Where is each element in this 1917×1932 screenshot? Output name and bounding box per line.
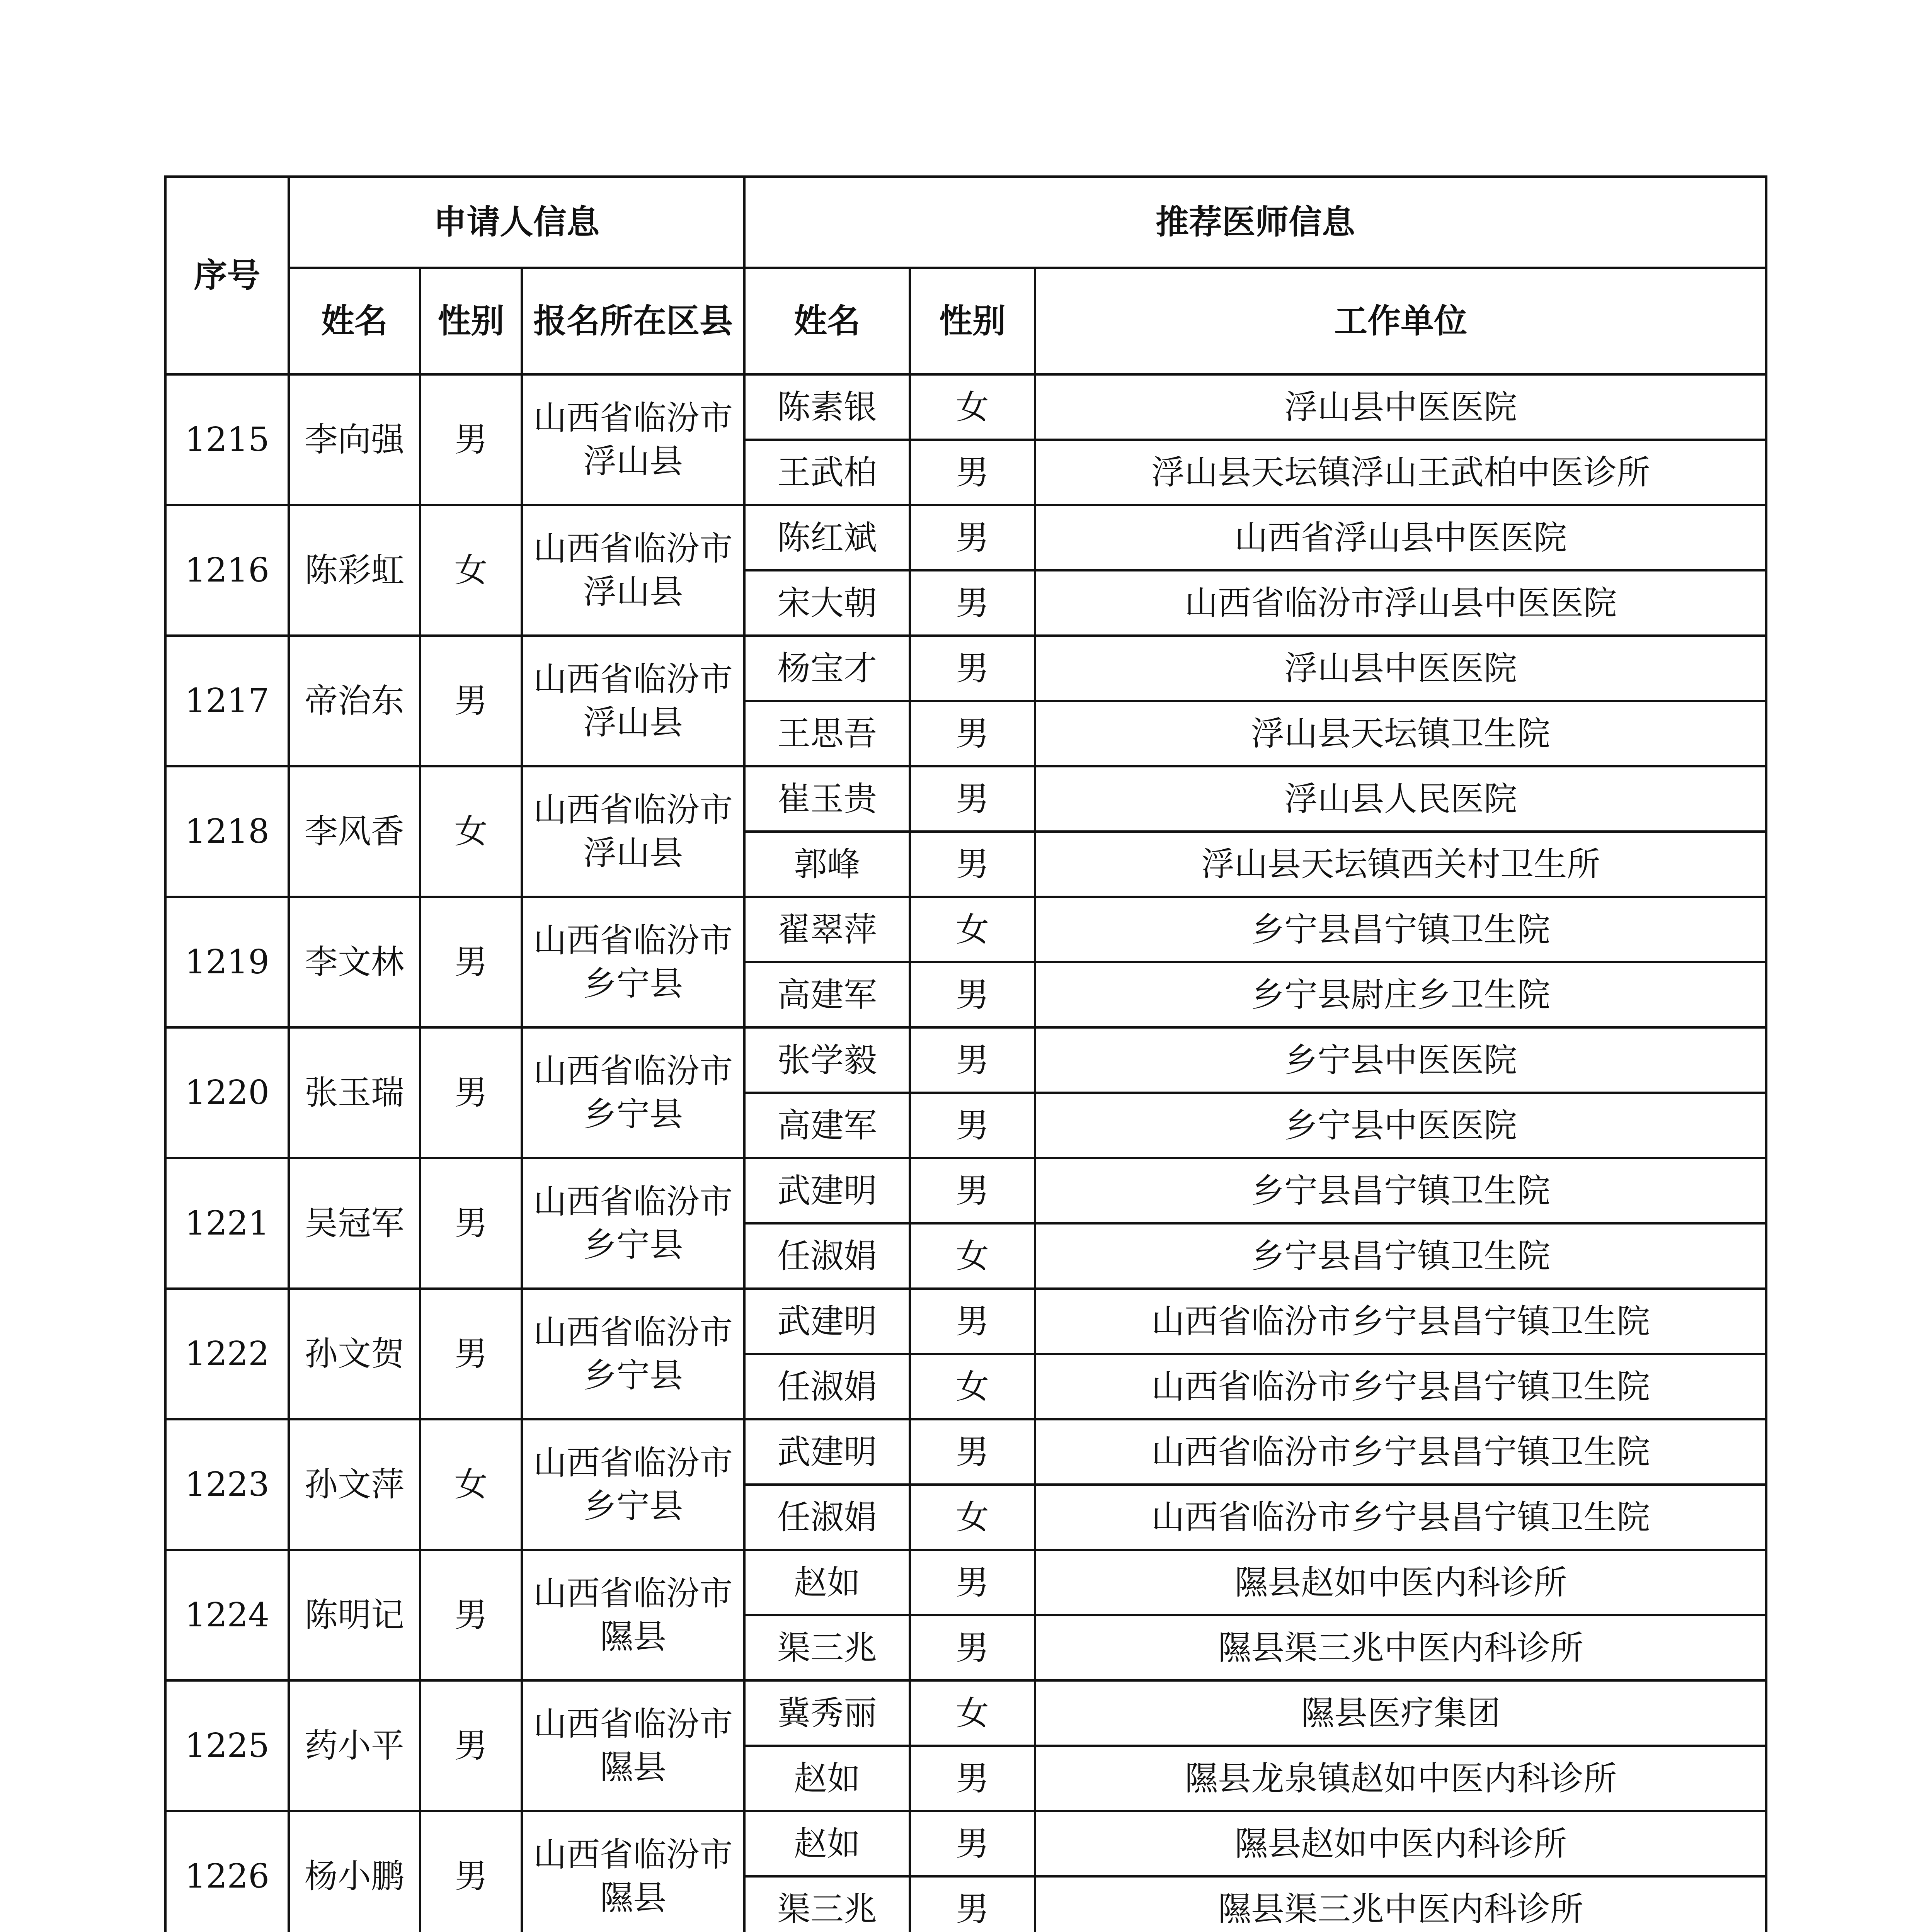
seq-cell: 1226 [165, 1811, 289, 1932]
seq-cell: 1224 [165, 1550, 289, 1680]
doctor-gender-cell: 男 [910, 1811, 1035, 1876]
doctor-workplace-cell: 山西省临汾市乡宁县昌宁镇卫生院 [1035, 1289, 1766, 1354]
applicant-district-cell: 山西省临汾市隰县 [522, 1680, 744, 1811]
table-row [165, 505, 1766, 570]
doctor-workplace-cell: 山西省浮山县中医医院 [1035, 505, 1766, 570]
seq-cell: 1225 [165, 1680, 289, 1811]
doctor-gender-cell: 男 [910, 1550, 1035, 1615]
doctor-gender-cell: 男 [910, 1876, 1035, 1932]
doctor-name-cell: 郭峰 [744, 832, 910, 897]
applicant-name-cell: 杨小鹏 [289, 1811, 420, 1932]
table-row [165, 1550, 1766, 1615]
applicant-gender-cell: 男 [420, 1158, 522, 1289]
doctor-name-cell: 冀秀丽 [744, 1680, 910, 1746]
doctor-workplace-cell: 浮山县中医医院 [1035, 374, 1766, 440]
applicant-gender-cell: 女 [420, 1419, 522, 1550]
doctor-name-cell: 陈红斌 [744, 505, 910, 570]
doctor-workplace-cell: 山西省临汾市乡宁县昌宁镇卫生院 [1035, 1485, 1766, 1550]
applicant-district-cell: 山西省临汾市乡宁县 [522, 1419, 744, 1550]
header-doctor-workplace: 工作单位 [1035, 268, 1766, 374]
doctor-gender-cell: 男 [910, 1093, 1035, 1158]
table-row [165, 1158, 1766, 1223]
doctor-name-cell: 武建明 [744, 1158, 910, 1223]
header-applicant-name: 姓名 [289, 268, 420, 374]
applicant-district-cell: 山西省临汾市乡宁县 [522, 1158, 744, 1289]
table-row [165, 636, 1766, 701]
table-row [165, 1027, 1766, 1093]
applicant-district-cell: 山西省临汾市隰县 [522, 1811, 744, 1932]
table-row [165, 897, 1766, 962]
applicant-district-cell: 山西省临汾市乡宁县 [522, 897, 744, 1027]
applicant-name-cell: 李风香 [289, 766, 420, 897]
doctor-workplace-cell: 浮山县人民医院 [1035, 766, 1766, 832]
doctor-gender-cell: 男 [910, 766, 1035, 832]
applicant-name-cell: 孙文萍 [289, 1419, 420, 1550]
doctor-workplace-cell: 隰县渠三兆中医内科诊所 [1035, 1876, 1766, 1932]
applicant-name-cell: 吴冠军 [289, 1158, 420, 1289]
applicant-district-cell: 山西省临汾市乡宁县 [522, 1289, 744, 1419]
table-body [165, 374, 1766, 1932]
header-applicant-district: 报名所在区县 [522, 268, 744, 374]
applicant-district-cell: 山西省临汾市隰县 [522, 1550, 744, 1680]
doctor-gender-cell: 男 [910, 832, 1035, 897]
doctor-workplace-cell: 山西省临汾市乡宁县昌宁镇卫生院 [1035, 1419, 1766, 1485]
doctor-workplace-cell: 隰县赵如中医内科诊所 [1035, 1811, 1766, 1876]
doctor-workplace-cell: 乡宁县昌宁镇卫生院 [1035, 1158, 1766, 1223]
doctor-name-cell: 杨宝才 [744, 636, 910, 701]
doctor-workplace-cell: 山西省临汾市乡宁县昌宁镇卫生院 [1035, 1354, 1766, 1419]
doctor-name-cell: 张学毅 [744, 1027, 910, 1093]
table-row [165, 1289, 1766, 1354]
applicant-name-cell: 李向强 [289, 374, 420, 505]
doctor-name-cell: 高建军 [744, 962, 910, 1027]
doctor-name-cell: 翟翠萍 [744, 897, 910, 962]
applicant-district-cell: 山西省临汾市浮山县 [522, 636, 744, 766]
applicant-gender-cell: 男 [420, 636, 522, 766]
table-row [165, 374, 1766, 440]
doctor-name-cell: 赵如 [744, 1746, 910, 1811]
doctor-gender-cell: 男 [910, 1027, 1035, 1093]
doctor-workplace-cell: 隰县渠三兆中医内科诊所 [1035, 1615, 1766, 1680]
table-row [165, 1680, 1766, 1746]
doctor-workplace-cell: 乡宁县尉庄乡卫生院 [1035, 962, 1766, 1027]
applicant-name-cell: 药小平 [289, 1680, 420, 1811]
seq-cell: 1218 [165, 766, 289, 897]
doctor-gender-cell: 男 [910, 701, 1035, 766]
doctor-name-cell: 武建明 [744, 1289, 910, 1354]
applicant-gender-cell: 男 [420, 1811, 522, 1932]
header-seq: 序号 [165, 177, 289, 374]
header-doctor-name: 姓名 [744, 268, 910, 374]
applicant-gender-cell: 男 [420, 1550, 522, 1680]
doctor-gender-cell: 男 [910, 1615, 1035, 1680]
doctor-gender-cell: 男 [910, 1746, 1035, 1811]
doctor-name-cell: 陈素银 [744, 374, 910, 440]
doctor-name-cell: 赵如 [744, 1811, 910, 1876]
doctor-name-cell: 王思吾 [744, 701, 910, 766]
seq-cell: 1220 [165, 1027, 289, 1158]
applicant-name-cell: 李文林 [289, 897, 420, 1027]
doctor-name-cell: 王武柏 [744, 440, 910, 505]
seq-cell: 1216 [165, 505, 289, 636]
applicant-gender-cell: 男 [420, 374, 522, 505]
doctor-gender-cell: 女 [910, 1354, 1035, 1419]
doctor-workplace-cell: 乡宁县昌宁镇卫生院 [1035, 897, 1766, 962]
doctor-gender-cell: 男 [910, 1158, 1035, 1223]
applicant-name-cell: 帝治东 [289, 636, 420, 766]
doctor-gender-cell: 女 [910, 374, 1035, 440]
seq-cell: 1223 [165, 1419, 289, 1550]
doctor-gender-cell: 女 [910, 1485, 1035, 1550]
doctor-workplace-cell: 浮山县天坛镇浮山王武柏中医诊所 [1035, 440, 1766, 505]
doctor-name-cell: 宋大朝 [744, 570, 910, 636]
seq-cell: 1215 [165, 374, 289, 505]
doctor-name-cell: 武建明 [744, 1419, 910, 1485]
applicant-gender-cell: 男 [420, 1680, 522, 1811]
header-doctor-gender: 性别 [910, 268, 1035, 374]
applicant-gender-cell: 女 [420, 505, 522, 636]
doctor-gender-cell: 女 [910, 1680, 1035, 1746]
applicant-name-cell: 陈明记 [289, 1550, 420, 1680]
doctor-gender-cell: 女 [910, 897, 1035, 962]
doctor-workplace-cell: 山西省临汾市浮山县中医医院 [1035, 570, 1766, 636]
applicant-district-cell: 山西省临汾市浮山县 [522, 505, 744, 636]
header-applicant-gender: 性别 [420, 268, 522, 374]
doctor-name-cell: 任淑娟 [744, 1354, 910, 1419]
doctor-workplace-cell: 乡宁县中医医院 [1035, 1027, 1766, 1093]
doctor-name-cell: 渠三兆 [744, 1876, 910, 1932]
header-doctor-info: 推荐医师信息 [744, 177, 1766, 268]
doctor-workplace-cell: 乡宁县昌宁镇卫生院 [1035, 1223, 1766, 1289]
doctor-workplace-cell: 隰县龙泉镇赵如中医内科诊所 [1035, 1746, 1766, 1811]
seq-cell: 1221 [165, 1158, 289, 1289]
doctor-gender-cell: 男 [910, 1289, 1035, 1354]
applicant-gender-cell: 男 [420, 1027, 522, 1158]
header-row-group [165, 177, 1766, 268]
table-row [165, 1811, 1766, 1876]
seq-cell: 1219 [165, 897, 289, 1027]
table-row [165, 766, 1766, 832]
seq-cell: 1222 [165, 1289, 289, 1419]
header-applicant-info: 申请人信息 [289, 177, 744, 268]
doctor-gender-cell: 男 [910, 505, 1035, 570]
doctor-workplace-cell: 隰县赵如中医内科诊所 [1035, 1550, 1766, 1615]
doctor-gender-cell: 男 [910, 440, 1035, 505]
seq-cell: 1217 [165, 636, 289, 766]
doctor-workplace-cell: 浮山县中医医院 [1035, 636, 1766, 701]
doctor-name-cell: 崔玉贵 [744, 766, 910, 832]
applicant-district-cell: 山西省临汾市浮山县 [522, 766, 744, 897]
applicant-name-cell: 张玉瑞 [289, 1027, 420, 1158]
doctor-name-cell: 赵如 [744, 1550, 910, 1615]
recommendation-table [164, 175, 1767, 1932]
applicant-name-cell: 陈彩虹 [289, 505, 420, 636]
table-row [165, 1419, 1766, 1485]
applicant-name-cell: 孙文贺 [289, 1289, 420, 1419]
doctor-name-cell: 任淑娟 [744, 1223, 910, 1289]
doctor-gender-cell: 男 [910, 1419, 1035, 1485]
doctor-name-cell: 高建军 [744, 1093, 910, 1158]
doctor-gender-cell: 男 [910, 636, 1035, 701]
doctor-name-cell: 任淑娟 [744, 1485, 910, 1550]
doctor-workplace-cell: 隰县医疗集团 [1035, 1680, 1766, 1746]
doctor-workplace-cell: 浮山县天坛镇西关村卫生所 [1035, 832, 1766, 897]
doctor-gender-cell: 男 [910, 962, 1035, 1027]
doctor-name-cell: 渠三兆 [744, 1615, 910, 1680]
doctor-workplace-cell: 浮山县天坛镇卫生院 [1035, 701, 1766, 766]
applicant-district-cell: 山西省临汾市浮山县 [522, 374, 744, 505]
applicant-district-cell: 山西省临汾市乡宁县 [522, 1027, 744, 1158]
doctor-gender-cell: 女 [910, 1223, 1035, 1289]
applicant-gender-cell: 女 [420, 766, 522, 897]
doctor-gender-cell: 男 [910, 570, 1035, 636]
header-row-columns [165, 268, 1766, 374]
applicant-gender-cell: 男 [420, 1289, 522, 1419]
applicant-gender-cell: 男 [420, 897, 522, 1027]
doctor-workplace-cell: 乡宁县中医医院 [1035, 1093, 1766, 1158]
